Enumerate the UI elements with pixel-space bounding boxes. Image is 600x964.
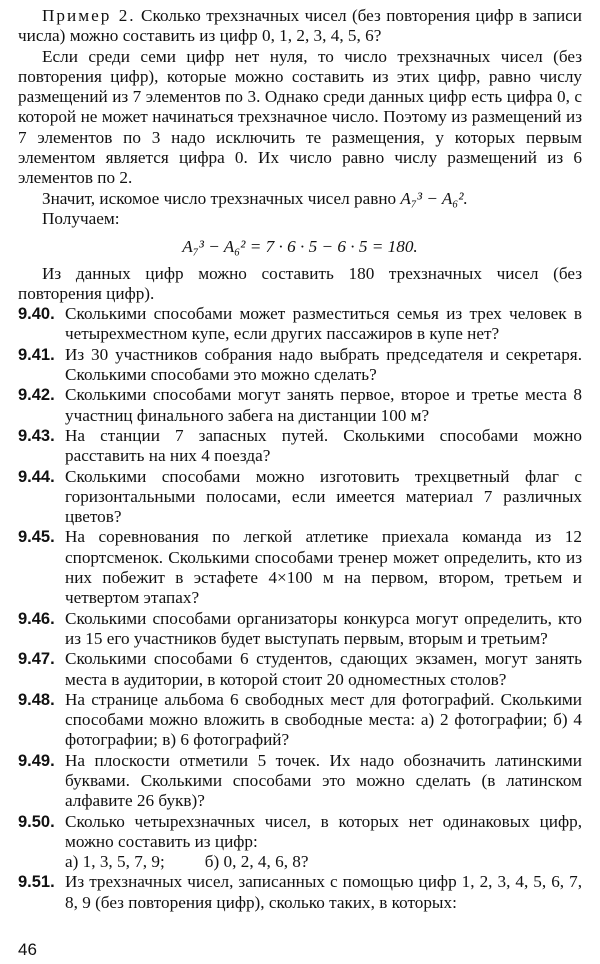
problem-number: 9.50. [18, 812, 55, 831]
problem-body [65, 812, 582, 873]
example-conclusion [18, 189, 582, 209]
problem-number: 9.47. [18, 650, 55, 669]
problem-text: На странице альбома 6 свободных мест для фотографий. Сколькими способами можно вложить в свободные места: а) 2 фотографии; б) 4 фотографии; в) 6 фотографий? [65, 689, 582, 750]
problem-item [18, 609, 582, 650]
problem-option: а) 1, 3, 5, 7, 9; [65, 852, 165, 872]
problem-text: На соревнования по легкой атлетике приехала команда из 12 спортсменок. Сколькими способами тренер может определить, кто из них побежит в эстафете 4×100 м на первом, втором, третьем и четвертом этапах? [65, 527, 582, 608]
problem-text: Сколькими способами организаторы конкурса могут определить, кто из 15 его участников будет выступать первым, вторым и третьим? [65, 608, 582, 648]
problem-item [18, 527, 582, 608]
problem-text: Сколькими способами может разместиться семья из трех человек в четырехместном купе, если других пассажиров в купе нет? [65, 304, 582, 344]
problem-text: Из трехзначных чисел, записанных с помощью цифр 1, 2, 3, 4, 5, 6, 7, 8, 9 (без повторения цифр), сколько таких, в которых: [65, 872, 582, 912]
problem-text: На станции 7 запасных путей. Сколькими способами можно расставить на них 4 поезда? [65, 425, 582, 466]
problem-body [65, 304, 582, 345]
problem-text: Сколькими способами 6 студентов, сдающих экзамен, могут занять места в аудитории, в которой стоит 20 одноместных столов? [65, 649, 582, 689]
problem-item [18, 690, 582, 751]
problem-item [18, 304, 582, 345]
problem-body [65, 467, 582, 528]
problem-body [65, 345, 582, 386]
problem-body [65, 690, 582, 751]
problem-number: 9.45. [18, 528, 55, 547]
problem-number: 9.42. [18, 386, 55, 405]
example-solution-paragraph: Если среди семи цифр нет нуля, то число трехзначных чисел (без повторения цифр), которые можно составить из этих цифр, равно числу размещений из 7 элементов по 3. Однако среди данных цифр есть цифра 0, с которой не может начинаться трехзначное число. Поэтому из размещений из 7 элементов по 3 надо исключить те размещения, у которых первым элементом является цифра 0. Их число равно числу размещений из 6 элементов по 2. [18, 46, 582, 188]
problem-item [18, 872, 582, 913]
problem-number: 9.51. [18, 873, 55, 892]
obtain-label: Получаем: [42, 208, 120, 228]
problem-body [65, 751, 582, 812]
example-label: Пример 2. [42, 6, 136, 25]
problem-body [65, 426, 582, 467]
example-question-text: Сколько трехзначных чисел (без повторения цифр в записи числа) можно составить из цифр 0, 1, 2, 3, 4, 5, 6? [18, 6, 582, 46]
problem-text: Из 30 участников собрания надо выбрать председателя и секретаря. Сколькими способами это можно сделать? [65, 344, 582, 385]
problem-number: 9.41. [18, 345, 55, 364]
problem-item [18, 751, 582, 812]
problem-number: 9.43. [18, 426, 55, 445]
example-question [18, 6, 582, 47]
problem-text: Сколькими способами могут занять первое, второе и третье места 8 участниц финального забега на дистанции 100 м? [65, 385, 582, 425]
problem-text: На плоскости отметили 5 точек. Их надо обозначить латинскими буквами. Сколькими способами это можно сделать (в латинском алфавите 26 букв)? [65, 750, 582, 811]
conclusion-text: Значит, искомое число трехзначных чисел равно [42, 188, 397, 208]
problem-list [18, 304, 582, 913]
problem-item [18, 385, 582, 426]
problem-text: Сколькими способами можно изготовить трехцветный флаг с горизонтальными полосами, если имеется материал 7 различных цветов? [65, 466, 582, 527]
problem-number: 9.44. [18, 467, 55, 486]
main-formula: A₇³ − A₆² = 7 · 6 · 5 − 6 · 5 = 180. [182, 237, 418, 257]
example-result: Из данных цифр можно составить 180 трехзначных чисел (без повторения цифр). [18, 263, 582, 303]
problem-item [18, 812, 582, 873]
problem-body [65, 385, 582, 426]
problem-number: 9.40. [18, 305, 55, 324]
problem-option: б) 0, 2, 4, 6, 8? [204, 852, 309, 872]
problem-item [18, 649, 582, 690]
problem-item [18, 467, 582, 528]
problem-text: Сколько четырехзначных чисел, в которых нет одинаковых цифр, можно составить из цифр: [65, 811, 582, 851]
problem-body [65, 609, 582, 650]
problem-body [65, 872, 582, 913]
problem-number: 9.48. [18, 690, 55, 709]
problem-number: 9.49. [18, 751, 55, 770]
problem-options [65, 852, 582, 872]
problem-body [65, 649, 582, 690]
problem-item [18, 345, 582, 386]
problem-item [18, 426, 582, 467]
problem-number: 9.46. [18, 609, 55, 628]
conclusion-formula: A₇³ − A₆². [400, 188, 468, 208]
problem-body [65, 527, 582, 608]
page-number: 46 [18, 939, 37, 959]
